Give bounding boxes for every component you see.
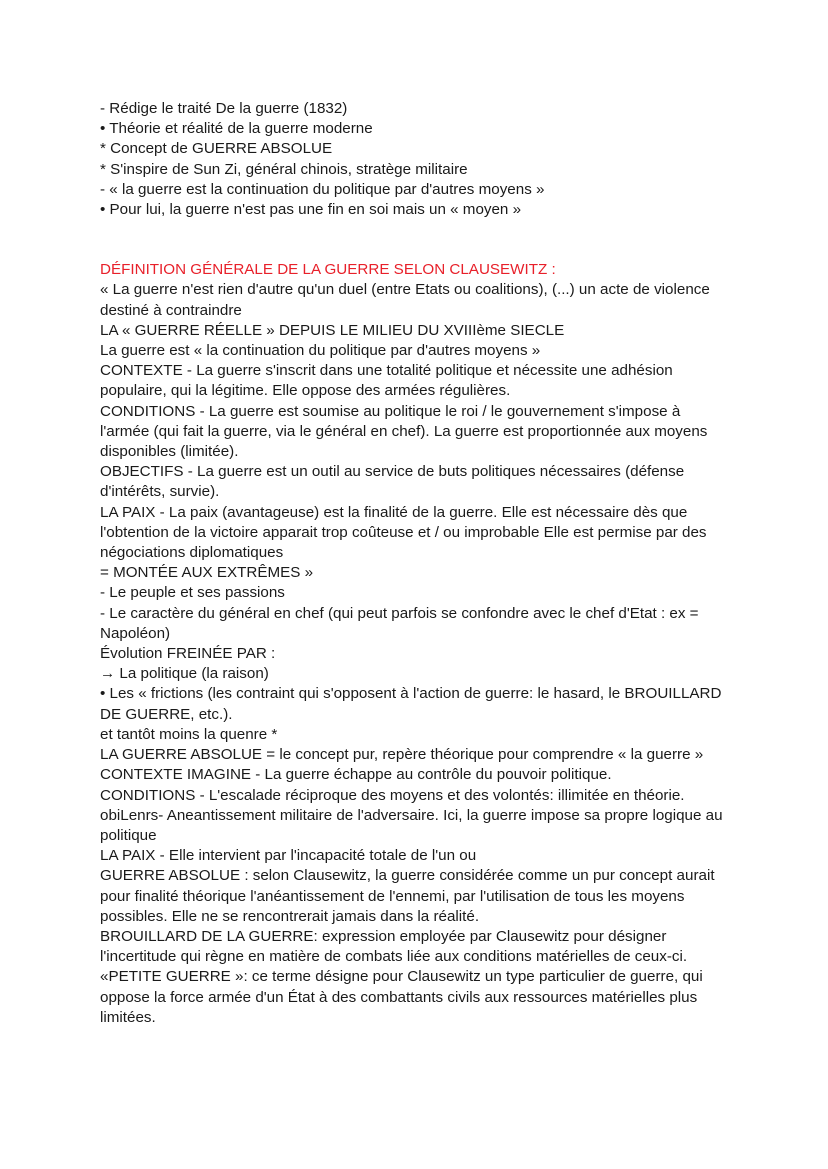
body-line: LA PAIX - La paix (avantageuse) est la finalité de la guerre. Elle est nécessaire dès que: [100, 503, 688, 521]
intro-line: - « la guerre est la continuation du politique par d'autres moyens »: [100, 180, 545, 198]
body-line: = MONTÉE AUX EXTRÊMES »: [100, 564, 314, 582]
body-line: CONTEXTE - La guerre s'inscrit dans une totalité politique et nécessite une adhésion: [100, 362, 673, 380]
body-line: • Les « frictions (les contraint qui s'opposent à l'action de guerre: le hasard, le BROUILLARD: [100, 685, 722, 703]
body-line: - Le peuple et ses passions: [100, 584, 285, 602]
body-line: politique: [100, 826, 157, 844]
body-line: CONDITIONS - L'escalade réciproque des moyens et des volontés: illimitée en théorie.: [100, 786, 685, 804]
body-line: LA « GUERRE RÉELLE » DEPUIS LE MILIEU DU XVIIIème SIECLE: [100, 321, 565, 339]
body-line: pour finalité théorique l'anéantissement de l'ennemi, par l'utilisation de tous les moyens: [100, 887, 685, 905]
body-line: et tantôt moins la quenre *: [100, 725, 278, 743]
body-line: l'obtention de la victoire apparait trop coûteuse et / ou improbable Elle est permise par des: [100, 523, 707, 541]
intro-list: [100, 99, 740, 220]
body-line: LA PAIX - Elle intervient par l'incapacité totale de l'un ou: [100, 847, 477, 865]
body-line: négociations diplomatiques: [100, 544, 284, 562]
body-line: «PETITE GUERRE »: ce terme désigne pour Clausewitz un type particulier de guerre, qui: [100, 968, 703, 986]
intro-line: • Pour lui, la guerre n'est pas une fin en soi mais un « moyen »: [100, 201, 522, 219]
body-line: l'incertitude qui règne en matière de combats liée aux conditions matérielles de ceux-ci.: [100, 948, 688, 966]
intro-line: * Concept de GUERRE ABSOLUE: [100, 140, 333, 158]
body-line: d'intérêts, survie).: [100, 483, 220, 501]
body-line: OBJECTIFS - La guerre est un outil au service de buts politiques nécessaires (défense: [100, 463, 685, 481]
section-body: [100, 280, 740, 1028]
intro-line: - Rédige le traité De la guerre (1832): [100, 100, 348, 117]
intro-line: * S'inspire de Sun Zi, général chinois, stratège militaire: [100, 160, 468, 178]
body-line: Évolution FREINÉE PAR :: [100, 645, 276, 663]
section-heading: DÉFINITION GÉNÉRALE DE LA GUERRE SELON CLAUSEWITZ :: [100, 261, 556, 279]
body-line: → La politique (la raison): [100, 665, 269, 683]
body-line: populaire, qui la légitime. Elle oppose des armées régulières.: [100, 382, 511, 400]
body-line: obiLenrs- Aneantissement militaire de l'adversaire. Ici, la guerre impose sa propre logique au: [100, 806, 723, 824]
body-line: disponibles (limitée).: [100, 443, 239, 461]
body-line: Napoléon): [100, 624, 171, 642]
body-line: LA GUERRE ABSOLUE = le concept pur, repère théorique pour comprendre « la guerre »: [100, 746, 704, 764]
intro-line: • Théorie et réalité de la guerre moderne: [100, 120, 373, 138]
body-line: DE GUERRE, etc.).: [100, 705, 233, 723]
spacer: [100, 220, 740, 260]
body-line: CONDITIONS - La guerre est soumise au politique le roi / le gouvernement s'impose à: [100, 402, 681, 420]
body-line: l'armée (qui fait la guerre, via le général en chef). La guerre est proportionnée aux moyens: [100, 422, 708, 440]
body-line: La guerre est « la continuation du politique par d'autres moyens »: [100, 342, 541, 360]
document-page: [100, 99, 740, 1028]
body-line: « La guerre n'est rien d'autre qu'un duel (entre Etats ou coalitions), (...) un acte de violence: [100, 281, 710, 299]
body-line: CONTEXTE IMAGINE - La guerre échappe au contrôle du pouvoir politique.: [100, 766, 612, 784]
body-line: possibles. Elle ne se rencontrerait jamais dans la réalité.: [100, 907, 480, 925]
body-line: oppose la force armée d'un État à des combattants civils aux ressources matérielles plus: [100, 988, 698, 1006]
body-line: limitées.: [100, 1008, 156, 1026]
body-line: - Le caractère du général en chef (qui peut parfois se confondre avec le chef d'Etat : ex =: [100, 604, 699, 622]
body-line: GUERRE ABSOLUE : selon Clausewitz, la guerre considérée comme un pur concept aurait: [100, 867, 715, 885]
body-line: destiné à contraindre: [100, 301, 242, 319]
body-line: BROUILLARD DE LA GUERRE: expression employée par Clausewitz pour désigner: [100, 927, 667, 945]
